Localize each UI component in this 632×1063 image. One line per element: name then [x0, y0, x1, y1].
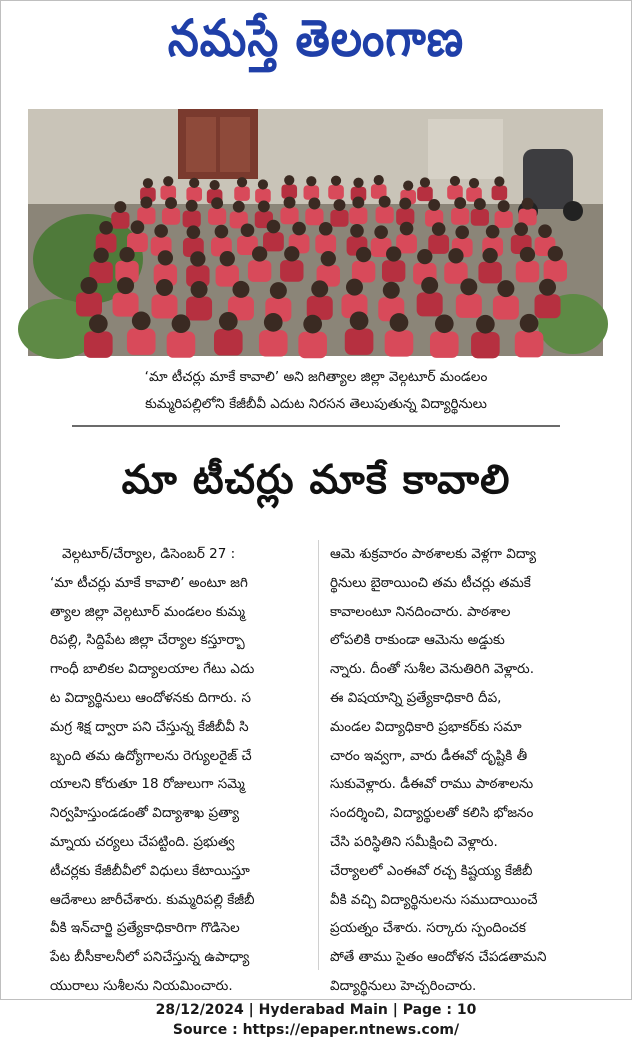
student-head	[383, 282, 400, 299]
article-column-left	[50, 540, 326, 994]
student-head	[172, 314, 191, 333]
article-text-line: ఆమె శుక్రవారం పాఠశాలకు వెళ్లగా విద్యా	[330, 546, 537, 562]
student-head	[520, 314, 539, 333]
student-head	[154, 224, 168, 238]
student-head	[156, 279, 173, 296]
student-figure	[544, 260, 567, 282]
protest-photo-illustration	[28, 109, 603, 356]
student-figure	[417, 292, 443, 316]
article-text-line: బ్బంది తమ ఉద్యోగాలను రెగ్యులరైజ్ చే	[50, 747, 252, 764]
student-figure	[430, 331, 459, 357]
student-figure	[263, 232, 284, 251]
student-head	[352, 196, 364, 208]
student-head	[334, 199, 346, 211]
student-head	[303, 315, 322, 334]
photo-caption	[40, 364, 592, 418]
student-head	[469, 178, 479, 188]
student-head	[482, 248, 497, 263]
student-head	[237, 177, 247, 187]
student-figure	[151, 294, 177, 318]
source-line: Source : https://epaper.ntnews.com/	[172, 1022, 460, 1038]
student-figure	[280, 260, 303, 282]
student-figure	[280, 207, 298, 224]
student-head	[455, 226, 469, 240]
student-figure	[304, 185, 320, 199]
student-head	[421, 277, 438, 294]
student-head	[158, 250, 173, 265]
column-divider	[318, 540, 319, 970]
page-footer	[0, 1000, 632, 1040]
article-text-line: లోపలికి రాకుండా ఆమెను అడ్డుకు	[330, 632, 505, 649]
masthead	[0, 6, 632, 86]
student-figure	[162, 208, 180, 225]
student-head	[331, 176, 341, 186]
student-figure	[186, 187, 202, 201]
student-head	[258, 200, 270, 212]
student-head	[356, 247, 371, 262]
student-head	[386, 246, 401, 261]
article-text-line: నిర్వహిస్తుండడంతో విద్యాశాఖ ప్రత్యా	[50, 805, 240, 822]
student-head	[539, 279, 556, 296]
student-head	[460, 278, 477, 295]
student-head	[163, 176, 173, 186]
article-text-line: న్నారు. దీంతో సుశీల వెనుతిరిగి వెళ్లారు.	[330, 661, 535, 678]
student-head	[258, 179, 268, 189]
student-head	[435, 314, 454, 333]
newspaper-title: నమస్తే తెలంగాణ	[167, 9, 465, 68]
article-text-line: త్యాల జిల్లా వెల్గటూర్ మండలం కుమ్మ	[50, 603, 246, 620]
student-figure	[315, 234, 336, 253]
student-head	[450, 176, 460, 186]
student-head	[306, 176, 316, 186]
student-figure	[471, 332, 500, 358]
article-text-line: మండల విద్యాధికారి ప్రభాకర్‌కు సమా	[330, 718, 522, 735]
student-figure	[248, 260, 271, 282]
student-head	[284, 246, 299, 261]
student-figure	[76, 293, 102, 317]
news-photo	[28, 109, 603, 356]
student-head	[350, 311, 369, 330]
article-text-line: పేట బీసీకాలనీలో పనిచేస్తున్న ఉపాధ్యా	[50, 949, 250, 966]
article-text-line: సందర్శించి, విద్యార్థులతో కలిసి భోజనం	[330, 805, 534, 822]
student-figure	[428, 235, 449, 254]
student-figure	[305, 208, 323, 225]
student-head	[346, 279, 363, 296]
article-text-line: కావాలంటూ నినదించారు. పాఠశాల	[330, 603, 511, 620]
student-figure	[298, 332, 327, 358]
student-head	[308, 198, 320, 210]
student-head	[432, 222, 446, 236]
student-figure	[493, 296, 519, 320]
article-text-line: ఆదేశాలు జారీచేశారు. కుమ్మరిపల్లి కేజీబీ	[50, 891, 255, 908]
student-head	[522, 198, 534, 210]
article-column-right	[330, 540, 606, 994]
student-head	[89, 314, 108, 333]
student-head	[494, 176, 504, 186]
caption-divider	[72, 425, 560, 427]
article-text-line: విద్యార్థినులు హెచ్చరించారు.	[330, 977, 477, 994]
student-head	[190, 251, 205, 266]
student-head	[80, 277, 97, 294]
student-head	[284, 175, 294, 185]
student-figure	[183, 211, 201, 228]
article-text-line: ట విద్యార్థినులు ఆందోళనకు దిగారు. స	[50, 689, 251, 706]
article-text-line: యాలని కోరుతూ 18 రోజులుగా సమ్మె	[50, 776, 245, 793]
article-text-line: వీకి ఇన్‌చార్జి ప్రత్యేకాధికారిగా గొడిసెల	[50, 920, 240, 937]
article-text-line: వీకి వచ్చి విద్యార్థినులను సముదాయించే	[330, 891, 538, 908]
student-figure	[127, 329, 156, 355]
student-figure	[349, 207, 367, 224]
student-figure	[495, 211, 513, 228]
student-head	[94, 248, 109, 263]
student-head	[538, 224, 552, 238]
student-head	[400, 222, 414, 236]
student-figure	[471, 209, 489, 226]
student-head	[514, 222, 528, 236]
student-figure	[328, 185, 344, 199]
student-figure	[330, 210, 348, 227]
caption-line: ‘మా టీచర్లు మాకే కావాలి’ అని జగిత్యాల జిల్లా వెల్గటూర్ మండలం	[144, 369, 488, 385]
edition-line: 28/12/2024 | Hyderabad Main | Page : 10	[155, 1002, 477, 1018]
student-head	[165, 197, 177, 209]
student-head	[548, 246, 563, 261]
article-text-line: మ్నాయ చర్యలు చేపట్టింది. ప్రభుత్వ	[50, 833, 235, 850]
student-head	[270, 282, 287, 299]
student-figure	[234, 186, 250, 200]
student-head	[448, 248, 463, 263]
student-head	[319, 222, 333, 236]
student-head	[117, 277, 134, 294]
student-figure	[535, 294, 561, 318]
student-figure	[516, 261, 539, 283]
student-head	[403, 181, 413, 191]
student-head	[374, 225, 388, 239]
article-text-line: గాంధీ బాలికల విద్యాలయాల గేటు ఎదు	[50, 661, 255, 678]
student-figure	[113, 293, 139, 317]
student-head	[353, 178, 363, 188]
article-text-line: రిపల్లి, సిద్దిపేట జిల్లా చేర్యాల కస్తూర్బా	[50, 632, 245, 649]
article-text-line: మగ్ర శిక్ష ద్వారా పని చేస్తున్న కేజీబీవీ సి	[50, 718, 249, 735]
student-head	[232, 281, 249, 298]
student-head	[241, 223, 255, 237]
student-figure	[492, 186, 508, 200]
article-text-line: పోతే తాము సైతం ఆందోళన చేపడతామని	[330, 949, 547, 966]
student-figure	[451, 208, 469, 225]
student-head	[321, 251, 336, 266]
student-figure	[167, 331, 196, 357]
student-head	[210, 180, 220, 190]
student-figure	[111, 212, 129, 229]
student-figure	[382, 260, 405, 282]
article-text-line: టీచర్లకు కేజీబీవీలో విధులు కేటాయిస్తూ	[50, 862, 250, 879]
student-head	[428, 199, 440, 211]
student-head	[187, 225, 201, 239]
student-head	[215, 225, 229, 239]
student-figure	[385, 330, 414, 356]
student-head	[399, 198, 411, 210]
student-head	[498, 200, 510, 212]
student-head	[131, 220, 145, 234]
student-figure	[186, 297, 212, 321]
student-head	[311, 280, 328, 297]
article-text-line: ప్రయత్నం చేశారు. సర్కారు స్పందించక	[330, 920, 526, 937]
student-head	[474, 198, 486, 210]
student-head	[189, 178, 199, 188]
article-headline: మా టీచర్లు మాకే కావాలి	[121, 457, 511, 503]
student-head	[520, 247, 535, 262]
student-head	[191, 281, 208, 298]
student-head	[417, 249, 432, 264]
article-text-line: యురాలు సుశీలను నియమించారు.	[50, 977, 233, 994]
student-head	[233, 201, 245, 213]
student-head	[454, 197, 466, 209]
student-figure	[160, 185, 176, 199]
student-head	[292, 222, 306, 236]
article-text-line: వెల్గటూర్/చేర్యాల, డిసెంబర్ 27 :	[62, 546, 236, 562]
student-head	[140, 197, 152, 209]
student-figure	[456, 294, 482, 318]
student-head	[132, 311, 151, 330]
student-head	[374, 175, 384, 185]
student-head	[379, 196, 391, 208]
student-head	[350, 224, 364, 238]
student-figure	[478, 262, 501, 284]
student-head	[119, 247, 134, 262]
student-head	[486, 225, 500, 239]
article-text-line: చేసి పరిస్థితిని సమీక్షించి వెళ్లారు.	[330, 833, 498, 850]
article-text-line: ‘మా టీచర్లు మాకే కావాలి’ అంటూ జగి	[50, 574, 248, 591]
article-text-line: సుకువెళ్లారు. డీఈవో రాము పాఠశాలను	[330, 776, 534, 793]
student-figure	[345, 328, 374, 354]
student-head	[284, 197, 296, 209]
student-figure	[214, 329, 243, 355]
student-figure	[208, 208, 226, 225]
student-head	[114, 201, 126, 213]
student-head	[264, 313, 283, 332]
student-head	[252, 246, 267, 261]
student-head	[219, 312, 238, 331]
student-head	[211, 197, 223, 209]
student-head	[476, 315, 495, 334]
caption-line: కుమ్మరిపల్లిలోని కేజీబీవీ ఎదుట నిరసన తెలుపుతున్న విద్యార్థినులు	[145, 396, 487, 412]
student-figure	[259, 330, 288, 356]
student-figure	[515, 331, 544, 357]
article-text-line: చేర్యాలలో ఎంఈవో రచ్చ కిష్టయ్య కేజీబీ	[330, 862, 533, 879]
article-text-line: చారం ఇవ్వగా, వారు డీఈవో దృష్టికి తీ	[330, 747, 528, 764]
student-head	[420, 177, 430, 187]
student-head	[186, 200, 198, 212]
student-figure	[376, 207, 394, 224]
article-text-line: ఈ విషయాన్ని ప్రత్యేకాధికారి దీప,	[330, 689, 502, 706]
article-text-line: ర్థినులు బైఠాయించి తమ టీచర్లు తమకే	[330, 574, 531, 591]
student-head	[390, 313, 409, 332]
student-figure	[417, 187, 433, 201]
student-head	[220, 251, 235, 266]
student-head	[143, 178, 153, 188]
student-head	[497, 280, 514, 297]
student-head	[267, 220, 281, 234]
student-figure	[84, 331, 113, 357]
student-head	[99, 221, 113, 235]
